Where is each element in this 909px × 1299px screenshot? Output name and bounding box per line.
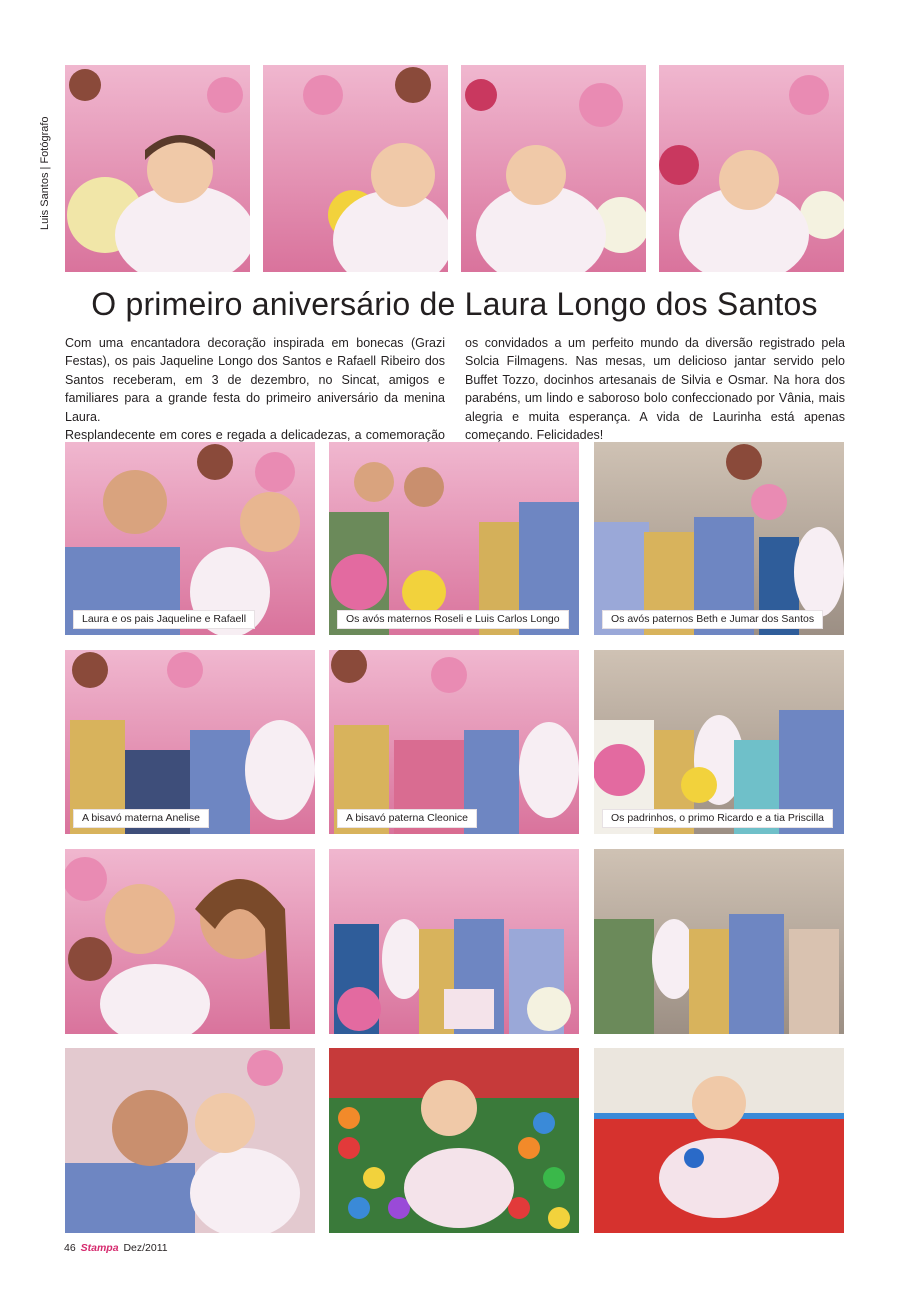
photo-caption: A bisavó paterna Cleonice bbox=[337, 809, 477, 828]
article-paragraph: Com uma encantadora decoração inspirada em bonecas (Grazi Festas), os pais Jaqueline Longo dos Santos e Rafaell Ribeiro dos Santos receberam, em 3 de dezembro, no Sincat, amigos e familiares para a grande festa do primeiro aniversário da menina Laura. bbox=[65, 336, 445, 424]
page-number: 46 bbox=[64, 1242, 76, 1254]
photo-baby-on-mat bbox=[594, 1048, 844, 1233]
article-paragraph: os convidados a um perfeito mundo da diversão registrado pela Solcia Filmagens. Nas mesas, um delicioso jantar servido pelo Buffet Tozzo, docinhos artesanais de Silvia e Osmar. Na hora dos parabéns, um lindo e saboroso bolo confeccionado por Vânia, mais alegria e muita esperança. A vida de Laurinha está apenas começando. Felicidades! bbox=[465, 336, 845, 443]
article-headline: O primeiro aniversário de Laura Longo dos Santos bbox=[91, 286, 818, 322]
photo-ball-pit bbox=[329, 1048, 579, 1233]
photo-parents bbox=[65, 442, 315, 635]
photo-caption: Os avós maternos Roseli e Luis Carlos Longo bbox=[337, 610, 569, 629]
photo-top-3 bbox=[461, 65, 646, 272]
photo-caption: Os padrinhos, o primo Ricardo e a tia Priscilla bbox=[602, 809, 833, 828]
photo-top-2 bbox=[263, 65, 448, 272]
photo-mother-and-baby bbox=[65, 849, 315, 1034]
photo-father-kiss bbox=[65, 1048, 315, 1233]
issue-date: Dez/2011 bbox=[123, 1242, 168, 1254]
photo-top-4 bbox=[659, 65, 844, 272]
photo-caption: Laura e os pais Jaqueline e Rafaell bbox=[73, 610, 255, 629]
photographer-credit: Luis Santos | Fotógrafo bbox=[39, 116, 51, 230]
photo-cake-table bbox=[329, 849, 579, 1034]
photo-family-group bbox=[594, 849, 844, 1034]
photo-caption: A bisavó materna Anelise bbox=[73, 809, 209, 828]
article-column-2 bbox=[465, 334, 845, 444]
photo-godparents bbox=[594, 650, 844, 834]
article-paragraph: Resplandecente em cores e regada a delicadezas, a comemoração bbox=[65, 428, 445, 443]
photo-maternal-grandparents bbox=[329, 442, 579, 635]
photo-top-1 bbox=[65, 65, 250, 272]
photo-caption: Os avós paternos Beth e Jumar dos Santos bbox=[602, 610, 823, 629]
page-footer bbox=[64, 1240, 168, 1256]
photo-paternal-grandparents bbox=[594, 442, 844, 635]
magazine-name: Stampa bbox=[80, 1242, 119, 1254]
photo-paternal-great-grandmother bbox=[329, 650, 579, 834]
photo-maternal-great-grandmother bbox=[65, 650, 315, 834]
